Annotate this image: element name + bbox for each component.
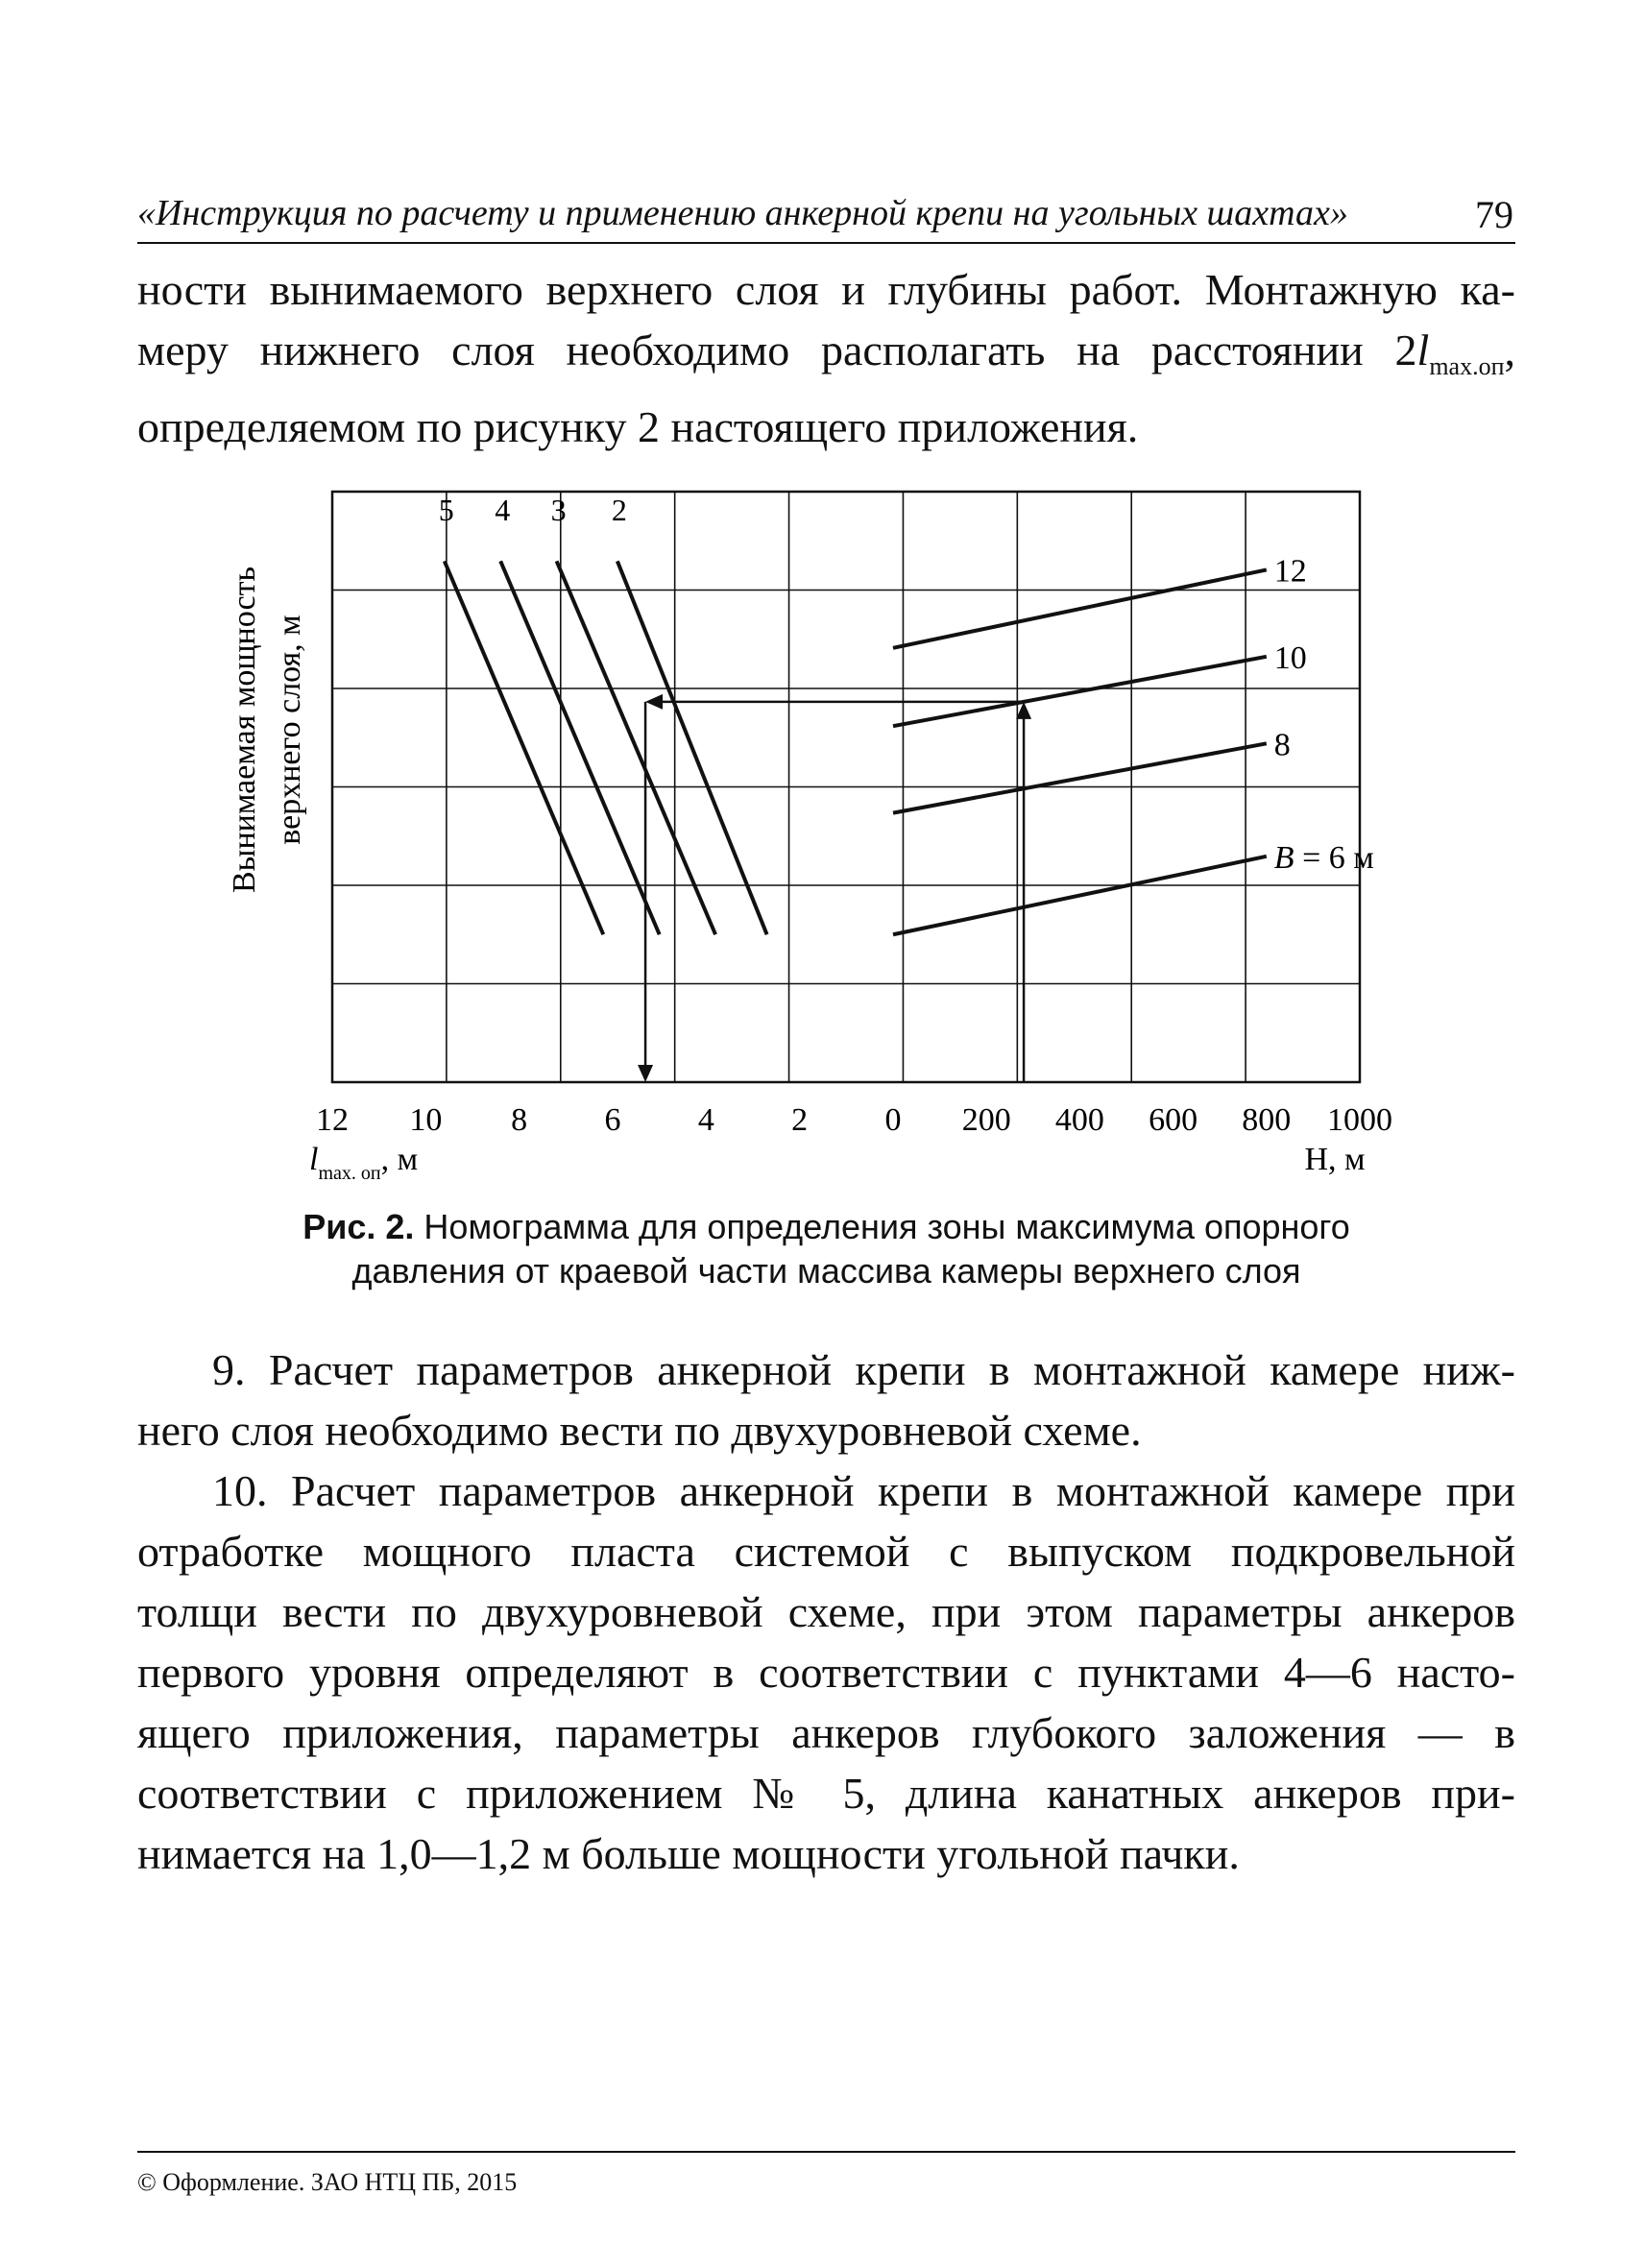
b-curve-line: [893, 657, 1267, 726]
running-header: [137, 188, 1515, 244]
left-x-tick-label: 2: [791, 1102, 809, 1138]
left-x-tick-label: 8: [511, 1102, 528, 1138]
left-x-tick-label: 10: [409, 1102, 443, 1138]
left-x-tick-label: 0: [884, 1102, 902, 1138]
chart-series: [445, 561, 1267, 1082]
curve-2-label: 2: [611, 493, 627, 527]
page-footer: [137, 2151, 1515, 2196]
b-curve-line: [893, 569, 1267, 647]
intro-line-1: ности вынимаемого верхнего слоя и глубины работ. Монтажную ка-: [137, 265, 1515, 314]
example-arrowhead-down: [638, 1065, 653, 1082]
left-x-axis-var: l: [309, 1142, 319, 1177]
left-x-axis-unit: , м: [380, 1142, 419, 1177]
right-x-tick-label: 1000: [1327, 1102, 1392, 1138]
item-9-line-1: 9. Расчет параметров анкерной крепи в монтажной камере ниж-: [212, 1345, 1515, 1394]
right-x-tick-label: 800: [1242, 1102, 1292, 1138]
intro-line-2: [137, 320, 1515, 397]
curve-5-label: 5: [438, 493, 454, 527]
right-x-tick-label: 200: [961, 1102, 1011, 1138]
b-curve-label: 10: [1273, 639, 1307, 676]
caption-line-1: Номограмма для определения зоны максимума опорного: [423, 1207, 1350, 1246]
left-x-axis-label: [309, 1142, 418, 1184]
item-9-line-2: него слоя необходимо вести по двухуровневой схеме.: [137, 1406, 1142, 1455]
intro-line-2-sub: max.оп: [1429, 352, 1505, 381]
intro-paragraph: [137, 259, 1515, 457]
intro-line-3: определяемом по рисунку 2 настоящего приложения.: [137, 402, 1139, 452]
item-10-line-5: ящего приложения, параметры анкеров глубокого заложения — в: [137, 1708, 1515, 1757]
item-10-paragraph: [137, 1460, 1515, 1884]
item-10-line-6: соответствии с приложением № 5, длина канатных анкеров при-: [137, 1769, 1515, 1818]
left-x-axis-sub: max. оп: [318, 1163, 381, 1184]
left-x-tick-label: 4: [697, 1102, 714, 1138]
curve-4-label: 4: [495, 493, 511, 527]
item-10-line-7: нимается на 1,0—1,2 м больше мощности угольной пачки.: [137, 1829, 1240, 1878]
nomogram-chart: [221, 470, 1469, 1200]
b-curve-line: [893, 857, 1267, 934]
left-x-tick-label: 12: [316, 1102, 349, 1138]
y-axis-label-line-1: Вынимаемая мощность: [227, 566, 262, 894]
item-10-line-1: 10. Расчет параметров анкерной крепи в монтажной камере при: [212, 1466, 1515, 1515]
caption-line-2: давления от краевой части массива камеры верхнего слоя: [351, 1251, 1301, 1291]
nomogram-figure: [221, 470, 1469, 1205]
intro-line-2-var: l: [1416, 326, 1430, 374]
intro-line-2-end: ,: [1504, 326, 1515, 374]
right-x-tick-label: 600: [1149, 1102, 1198, 1138]
left-x-tick-label: 6: [604, 1102, 621, 1138]
item-9-paragraph: [137, 1339, 1515, 1460]
figure-caption: [137, 1205, 1515, 1293]
right-x-axis-label: Н, м: [1304, 1142, 1366, 1177]
item-10-line-4: первого уровня определяют в соответствии с пунктами 4—6 насто-: [137, 1648, 1515, 1697]
y-axis-label-line-2: верхнего слоя, м: [272, 615, 307, 845]
b-curve-label: B = 6 м: [1273, 839, 1374, 876]
caption-label: Рис. 2.: [302, 1207, 415, 1246]
footer-copyright: © Оформление. ЗАО НТЦ ПБ, 2015: [137, 2168, 518, 2196]
item-10-line-2: отработке мощного пласта системой с выпуском подкровельной: [137, 1527, 1515, 1576]
intro-line-2-text: меру нижнего слоя необходимо располагать на расстоянии 2: [137, 326, 1417, 374]
b-curve-label: 12: [1273, 553, 1307, 590]
b-curve-label: 8: [1273, 727, 1291, 763]
chart-grid: [332, 492, 1360, 1082]
item-10-line-3: толщи вести по двухуровневой схеме, при этом параметры анкеров: [137, 1587, 1515, 1636]
running-header-title: «Инструкция по расчету и применению анкерной крепи на угольных шахтах»: [137, 193, 1348, 233]
curve-3-label: 3: [550, 493, 567, 527]
right-x-tick-label: 400: [1054, 1102, 1104, 1138]
page-number: 79: [1475, 193, 1513, 236]
b-curve-line: [893, 743, 1267, 812]
example-arrowhead-left: [645, 694, 663, 710]
